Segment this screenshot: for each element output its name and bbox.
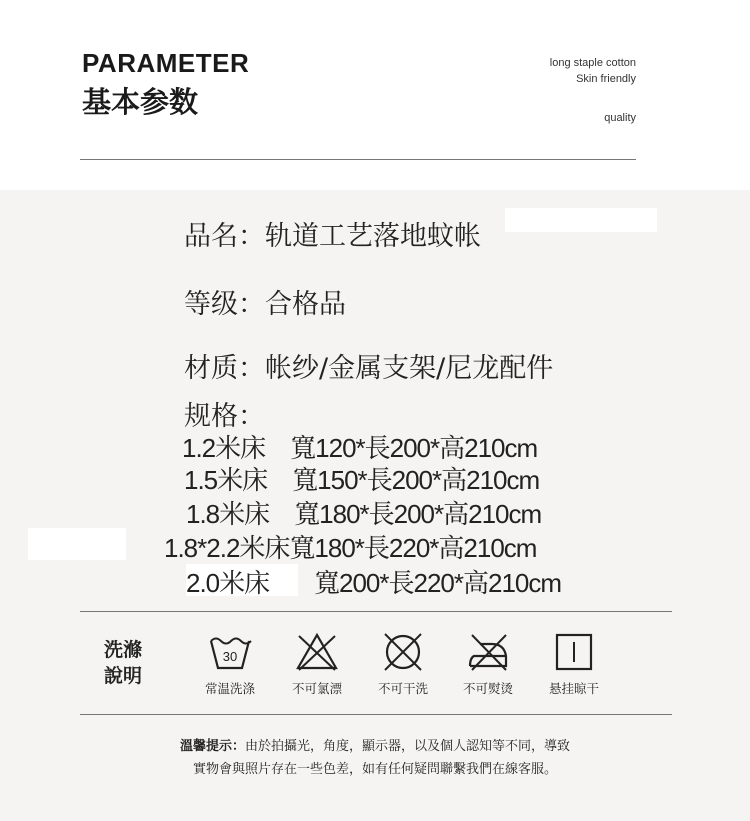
wash-label: 常温洗涤 — [204, 681, 256, 696]
blank-patch — [505, 208, 657, 232]
no-iron-label: 不可熨烫 — [462, 681, 514, 696]
product-name: 品名：轨道工艺落地蚊帐 — [184, 221, 481, 252]
wash-divider-top — [80, 611, 672, 612]
wash-temp: 30 — [222, 649, 238, 664]
blank-patch — [28, 528, 126, 560]
spec-dimensions: 寬200*長220*高210cm — [314, 568, 562, 598]
spec-row: 1.8米床 寬180*長200*高210cm — [186, 499, 542, 529]
tagline-1: long staple cotton — [549, 57, 636, 69]
wash-30-icon — [208, 632, 252, 672]
spec-row: 1.2米床 寬120*長200*高210cm — [182, 433, 538, 463]
header-divider — [80, 159, 636, 160]
spec-row: 1.5米床 寬150*長200*高210cm — [184, 465, 540, 495]
tagline-2: Skin friendly — [576, 73, 636, 85]
note-prefix: 溫馨提示： — [179, 739, 245, 754]
spec-row: 1.8*2.2米床寬180*長220*高210cm — [164, 533, 537, 563]
title-cn: 基本参数 — [82, 85, 199, 119]
tagline-3: quality — [604, 112, 636, 124]
no-iron-icon — [466, 632, 510, 672]
title-en: PARAMETER — [82, 48, 250, 78]
spec-size: 2.0米床 — [186, 568, 270, 598]
note-line-1: 溫馨提示：由於拍攝光，角度，顯示器，以及個人認知等不同，導致 — [179, 739, 571, 754]
note-line-2: 實物會與照片存在一些色差，如有任何疑問聯繫我們在線客服。 — [192, 762, 557, 777]
no-dry-clean-icon — [381, 632, 425, 672]
no-bleach-icon — [295, 632, 339, 672]
no-bleach-label: 不可氯漂 — [291, 681, 343, 696]
spec-label: 规格： — [184, 401, 265, 432]
hang-dry-icon — [552, 632, 596, 672]
product-grade: 等级：合格品 — [184, 289, 346, 320]
no-dry-clean-label: 不可干洗 — [377, 681, 429, 696]
wash-divider-bottom — [80, 714, 672, 715]
hang-dry-label: 悬挂晾干 — [548, 681, 600, 696]
wash-title: 洗滌 說明 — [104, 639, 143, 687]
product-material: 材质：帐纱/金属支架/尼龙配件 — [184, 353, 554, 384]
